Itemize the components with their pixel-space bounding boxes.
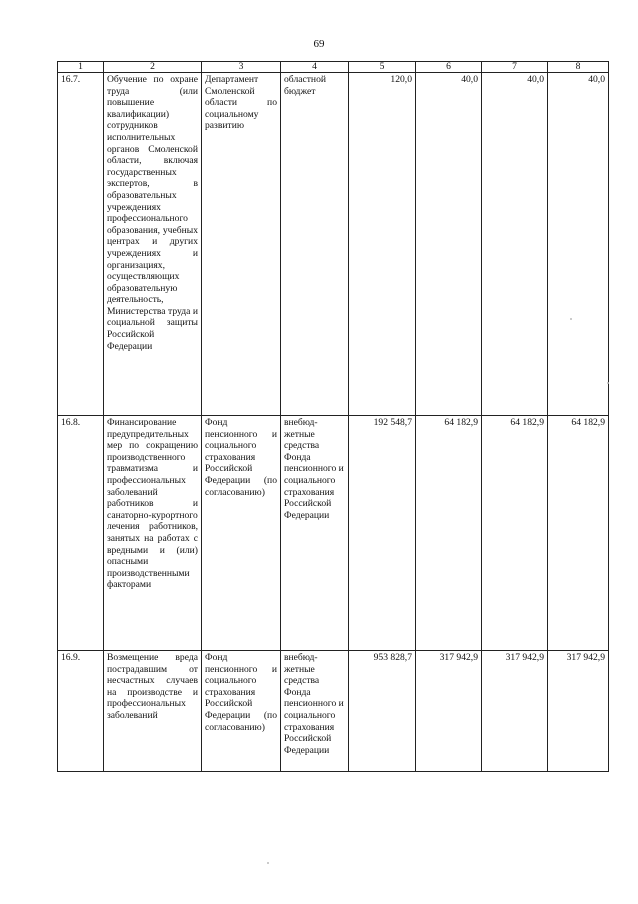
scan-speck bbox=[570, 318, 572, 320]
total-value-cell: 120,0 bbox=[349, 73, 416, 416]
funding-source-cell: внебюджетные средства Фонда пенсионного и социального страхования Российской Федерации bbox=[281, 651, 349, 772]
row-number: 16.9. bbox=[58, 651, 104, 772]
row-number: 16.8. bbox=[58, 416, 104, 651]
col-header-3: 3 bbox=[202, 62, 281, 73]
col-header-1: 1 bbox=[58, 62, 104, 73]
measure-cell: Обучение по охране труда (или повышение квалификации) сотрудников исполнительных органов Смоленской области, включая государственных экспертов, в образовательных учреждениях профессионального образования, учебных центрах и других учреждениях и организациях, осуществляющих образовательную деятельность, Министерства труда и социальной защиты Российской Федерации bbox=[104, 73, 202, 416]
col-header-6: 6 bbox=[416, 62, 482, 73]
col-header-7: 7 bbox=[482, 62, 548, 73]
scan-speck bbox=[267, 862, 269, 864]
total-value-cell: 953 828,7 bbox=[349, 651, 416, 772]
measure-cell: Возмещение вреда пострадавшим от несчастных случаев на производстве и профессиональных заболеваний bbox=[104, 651, 202, 772]
table-row bbox=[58, 651, 609, 772]
year3-value-cell: 317 942,9 bbox=[548, 651, 609, 772]
executor-cell: Фонд пенсионного и социального страхования Российской Федерации (по согласованию) bbox=[202, 651, 281, 772]
col-header-2: 2 bbox=[104, 62, 202, 73]
col-header-5: 5 bbox=[349, 62, 416, 73]
budget-table bbox=[57, 61, 609, 772]
total-value-cell: 192 548,7 bbox=[349, 416, 416, 651]
col-header-4: 4 bbox=[281, 62, 349, 73]
funding-source-cell: областной бюджет bbox=[281, 73, 349, 416]
year2-value-cell: 64 182,9 bbox=[482, 416, 548, 651]
year1-value-cell: 40,0 bbox=[416, 73, 482, 416]
table-row bbox=[58, 416, 609, 651]
col-header-8: 8 bbox=[548, 62, 609, 73]
year3-value-cell: 40,0 bbox=[548, 73, 609, 416]
table-row bbox=[58, 73, 609, 416]
executor-cell: Департамент Смоленской области по социальному развитию bbox=[202, 73, 281, 416]
page-number: 69 bbox=[313, 38, 325, 50]
year2-value-cell: 317 942,9 bbox=[482, 651, 548, 772]
measure-cell: Финансирование предупредительных мер по сокращению производственного травматизма и профессиональных заболеваний работников и санаторно-курортного лечения работников, занятых на работах с вредными и (или) опасными производственными факторами bbox=[104, 416, 202, 651]
executor-cell: Фонд пенсионного и социального страхования Российской Федерации (по согласованию) bbox=[202, 416, 281, 651]
year1-value-cell: 64 182,9 bbox=[416, 416, 482, 651]
funding-source-cell: внебюджетные средства Фонда пенсионного и социального страхования Российской Федерации bbox=[281, 416, 349, 651]
year3-value-cell: 64 182,9 bbox=[548, 416, 609, 651]
scan-speck bbox=[607, 382, 609, 384]
year2-value-cell: 40,0 bbox=[482, 73, 548, 416]
year1-value-cell: 317 942,9 bbox=[416, 651, 482, 772]
header-row bbox=[58, 62, 609, 73]
row-number: 16.7. bbox=[58, 73, 104, 416]
